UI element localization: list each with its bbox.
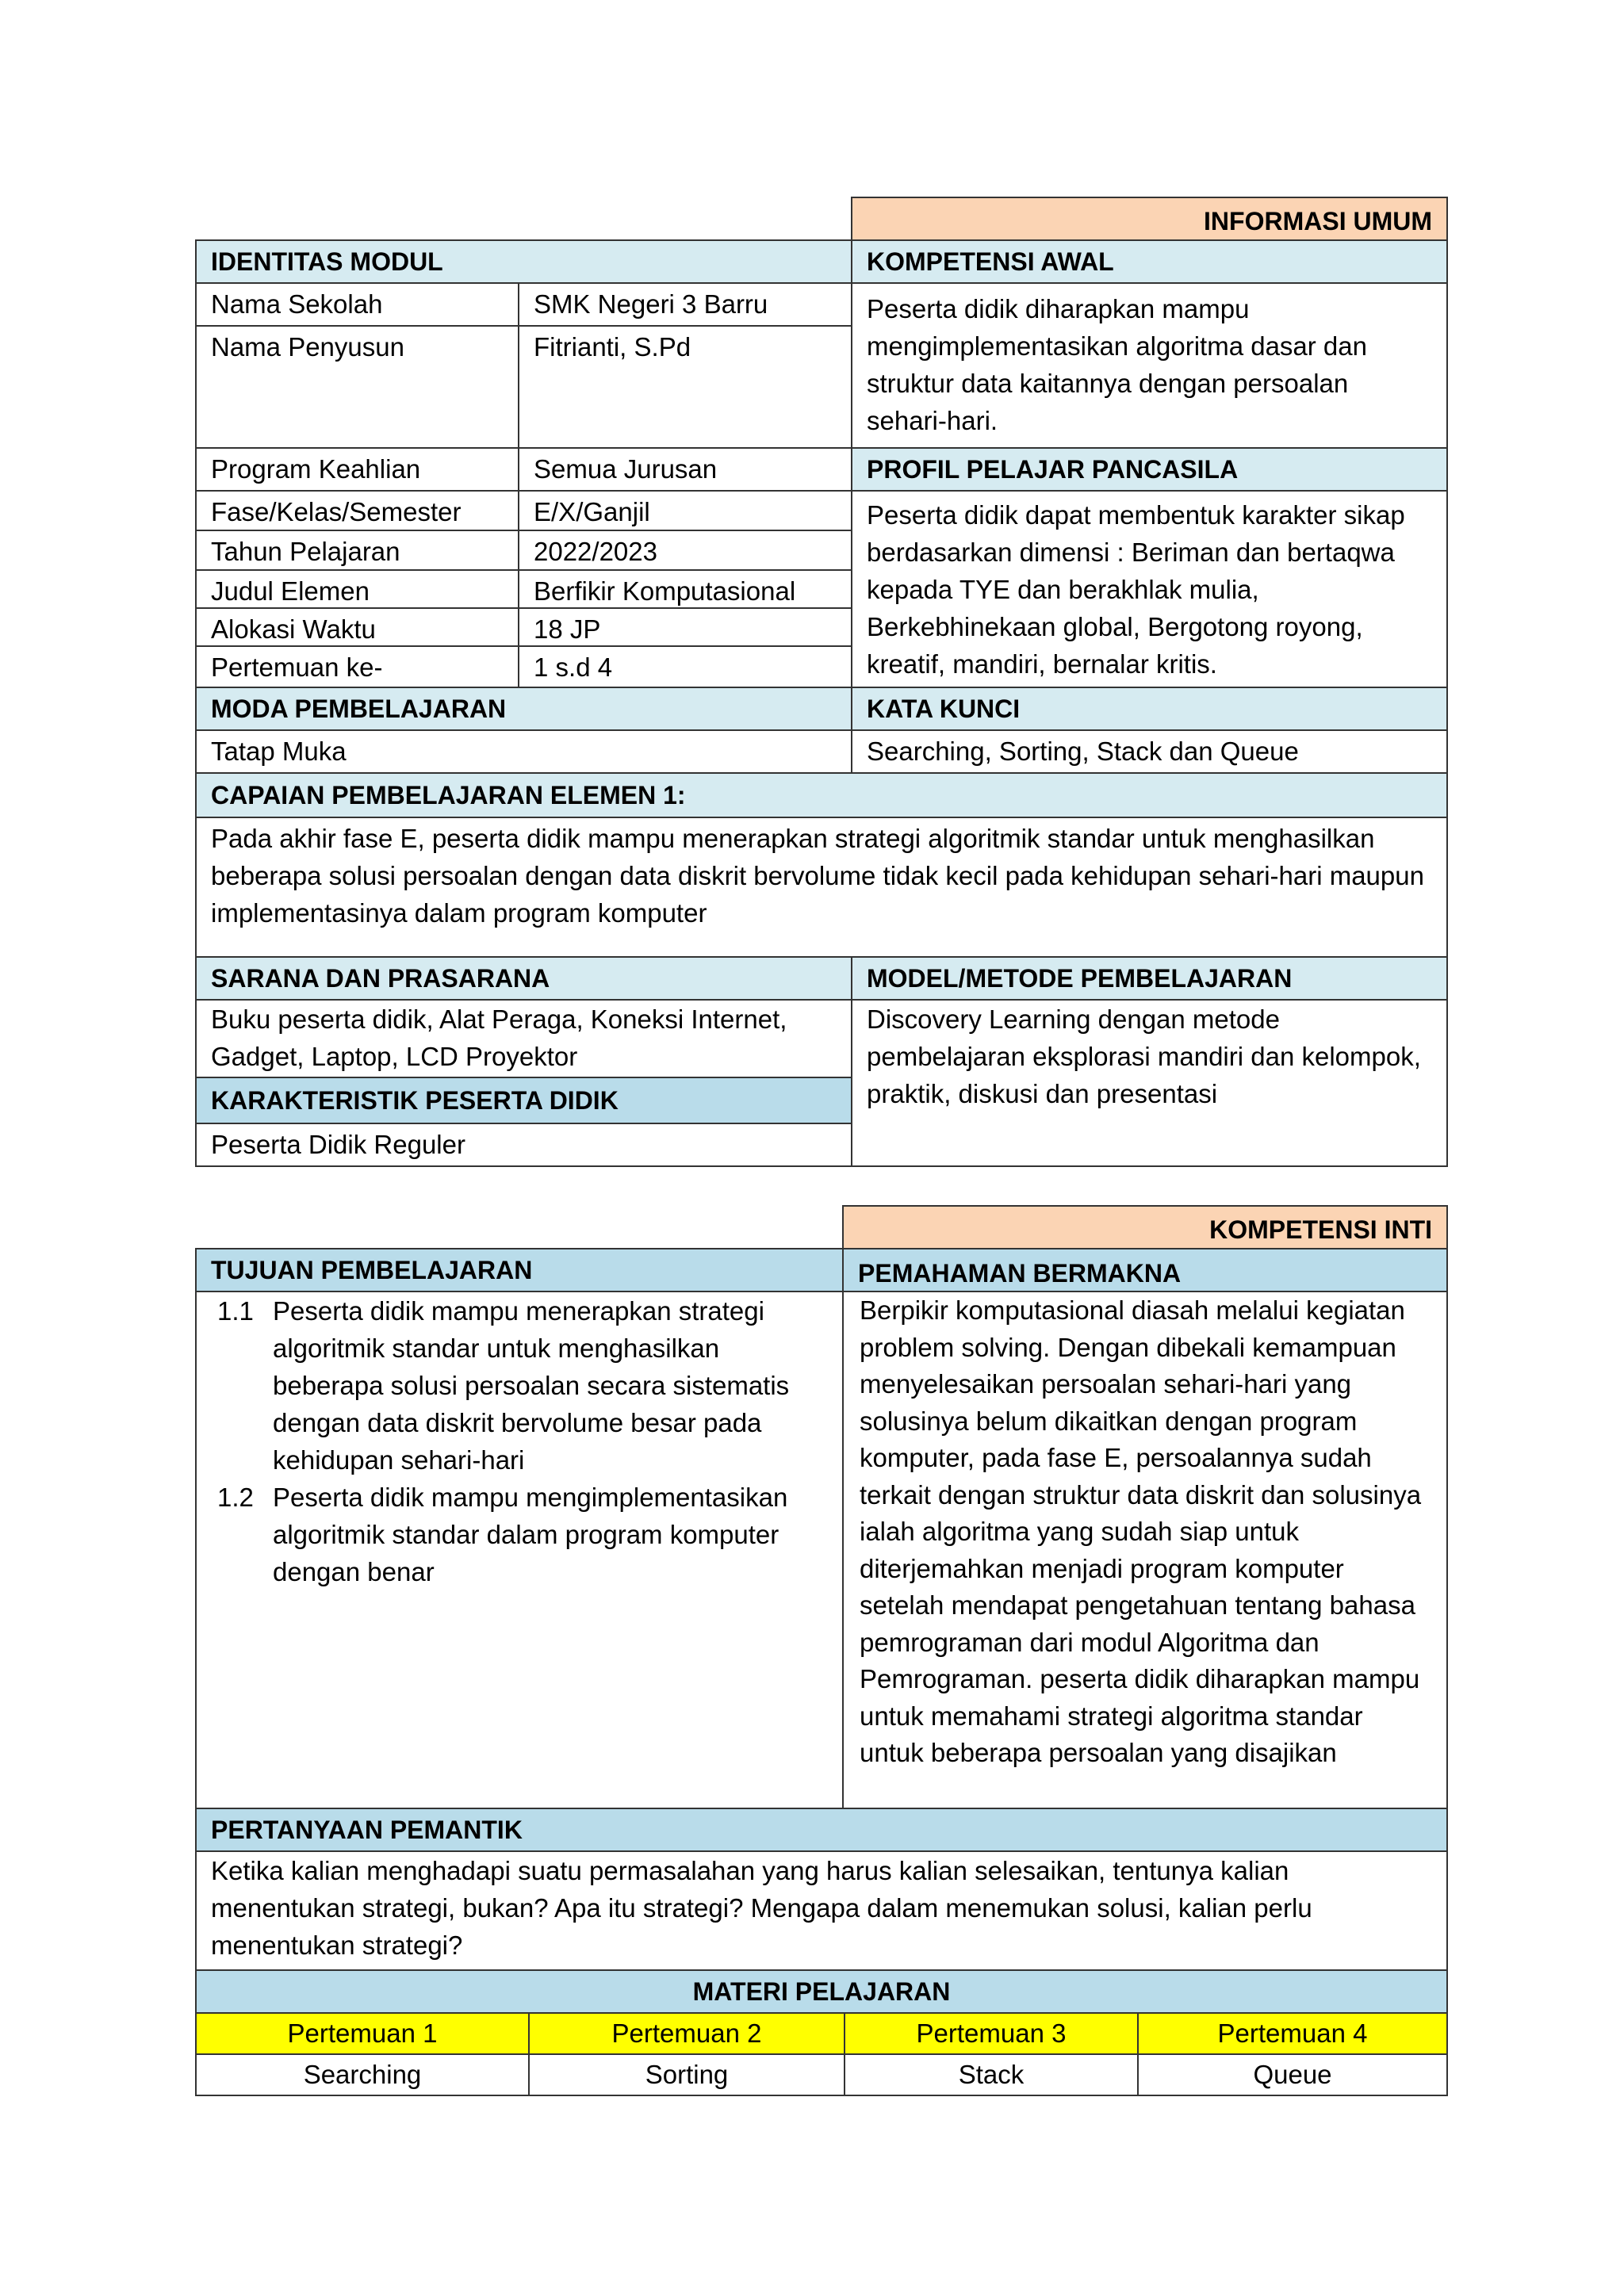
karakteristik-header: KARAKTERISTIK PESERTA DIDIK	[195, 1077, 852, 1124]
value-fase-kelas: E/X/Ganjil	[518, 490, 852, 531]
model-metode-header: MODEL/METODE PEMBELAJARAN	[851, 956, 1448, 1001]
pertemuan-2-header: Pertemuan 2	[528, 2012, 845, 2055]
label-alokasi-waktu: Alokasi Waktu	[195, 607, 519, 647]
label-nama-penyusun: Nama Penyusun	[195, 325, 519, 449]
pertanyaan-pemantik-text: Ketika kalian menghadapi suatu permasalahan yang harus kalian selesaikan, tentunya kalian menentukan strategi, bukan? Apa itu strategi? Mengapa dalam menemukan solusi, kalian perlu menentukan strategi?	[195, 1850, 1448, 1971]
value-pertemuan: 1 s.d 4	[518, 645, 852, 688]
kompetensi-awal-header: KOMPETENSI AWAL	[851, 239, 1448, 284]
pertemuan-4-header: Pertemuan 4	[1137, 2012, 1448, 2055]
informasi-umum-header	[851, 197, 1448, 241]
label-tahun-pelajaran: Tahun Pelajaran	[195, 530, 519, 571]
materi-stack: Stack	[844, 2053, 1139, 2096]
kompetensi-inti-header	[842, 1205, 1448, 1249]
capaian-text: Pada akhir fase E, peserta didik mampu menerapkan strategi algoritmik standar untuk menghasilkan beberapa solusi persoalan dengan data diskrit bervolume tidak kecil pada kehidupan sehari-hari maupun implementasinya dalam program komputer	[195, 817, 1448, 958]
kata-kunci-text: Searching, Sorting, Stack dan Queue	[851, 729, 1448, 774]
value-alokasi-waktu: 18 JP	[518, 607, 852, 647]
value-tahun-pelajaran: 2022/2023	[518, 530, 852, 571]
informasi-umum-title: INFORMASI UMUM	[1204, 207, 1432, 235]
value-nama-sekolah: SMK Negeri 3 Barru	[518, 282, 852, 327]
pertanyaan-pemantik-header: PERTANYAAN PEMANTIK	[195, 1808, 1448, 1852]
label-program-keahlian: Program Keahlian	[195, 447, 519, 492]
profil-pelajar-text: Peserta didik dapat membentuk karakter sikap berdasarkan dimensi : Beriman dan bertaqwa kepada TYE dan berakhlak mulia, Berkebhinekaan global, Bergotong royong, kreatif, mandiri, bernalar kritis.	[851, 490, 1448, 688]
kompetensi-awal-text: Peserta didik diharapkan mampu mengimplementasikan algoritma dasar dan struktur data kaitannya dengan persoalan sehari-hari.	[851, 282, 1448, 449]
value-judul-elemen: Berfikir Komputasional	[518, 569, 852, 609]
pertemuan-1-header: Pertemuan 1	[195, 2012, 530, 2055]
value-program-keahlian: Semua Jurusan	[518, 447, 852, 492]
pemahaman-bermakna-text: Berpikir komputasional diasah melalui kegiatan problem solving. Dengan dibekali kemampuan menyelesaikan persoalan sehari-hari yang solusinya belum dikaitkan dengan program komputer, pada fase E, persoalannya sudah terkait dengan struktur data diskrit dan solusinya ialah algoritma yang sudah siap untuk diterjemahkan menjadi program komputer setelah mendapat pengetahuan tentang bahasa pemrograman dari modul Algoritma dan Pemrograman. peserta didik diharapkan mampu untuk memahami strategi algoritma standar untuk beberapa persoalan yang disajikan	[842, 1291, 1448, 1809]
tujuan-pembelajaran-list	[195, 1291, 844, 1809]
materi-queue: Queue	[1137, 2053, 1448, 2096]
materi-searching: Searching	[195, 2053, 530, 2096]
list-item: 1.2 Peserta didik mampu mengimplementasikan algoritmik standar dalam program komputer dengan benar	[217, 1483, 788, 1586]
capaian-header: CAPAIAN PEMBELAJARAN ELEMEN 1:	[195, 772, 1448, 818]
label-fase-kelas: Fase/Kelas/Semester	[195, 490, 519, 531]
model-metode-text: Discovery Learning dengan metode pembelajaran eksplorasi mandiri dan kelompok, praktik, diskusi dan presentasi	[851, 999, 1448, 1167]
pemahaman-bermakna-header: PEMAHAMAN BERMAKNA	[842, 1248, 1448, 1292]
moda-pembelajaran-text: Tatap Muka	[195, 729, 852, 774]
kata-kunci-header: KATA KUNCI	[851, 687, 1448, 731]
materi-pelajaran-header: MATERI PELAJARAN	[195, 1969, 1448, 2014]
list-item: 1.1 Peserta didik mampu menerapkan strategi algoritmik standar untuk menghasilkan beberapa solusi persoalan secara sistematis dengan data diskrit bervolume besar pada kehidupan sehari-hari	[217, 1296, 790, 1475]
moda-pembelajaran-header: MODA PEMBELAJARAN	[195, 687, 852, 731]
pertemuan-3-header: Pertemuan 3	[844, 2012, 1139, 2055]
value-nama-penyusun: Fitrianti, S.Pd	[518, 325, 852, 449]
materi-sorting: Sorting	[528, 2053, 845, 2096]
sarana-text: Buku peserta didik, Alat Peraga, Koneksi Internet, Gadget, Laptop, LCD Proyektor	[195, 999, 852, 1078]
profil-pelajar-header: PROFIL PELAJAR PANCASILA	[851, 447, 1448, 492]
label-judul-elemen: Judul Elemen	[195, 569, 519, 609]
label-pertemuan: Pertemuan ke-	[195, 645, 519, 688]
kompetensi-inti-title: KOMPETENSI INTI	[1209, 1215, 1432, 1244]
label-nama-sekolah: Nama Sekolah	[195, 282, 519, 327]
karakteristik-text: Peserta Didik Reguler	[195, 1123, 852, 1167]
tujuan-pembelajaran-header: TUJUAN PEMBELAJARAN	[195, 1248, 844, 1292]
sarana-header: SARANA DAN PRASARANA	[195, 956, 852, 1001]
identitas-modul-header: IDENTITAS MODUL	[195, 239, 852, 284]
